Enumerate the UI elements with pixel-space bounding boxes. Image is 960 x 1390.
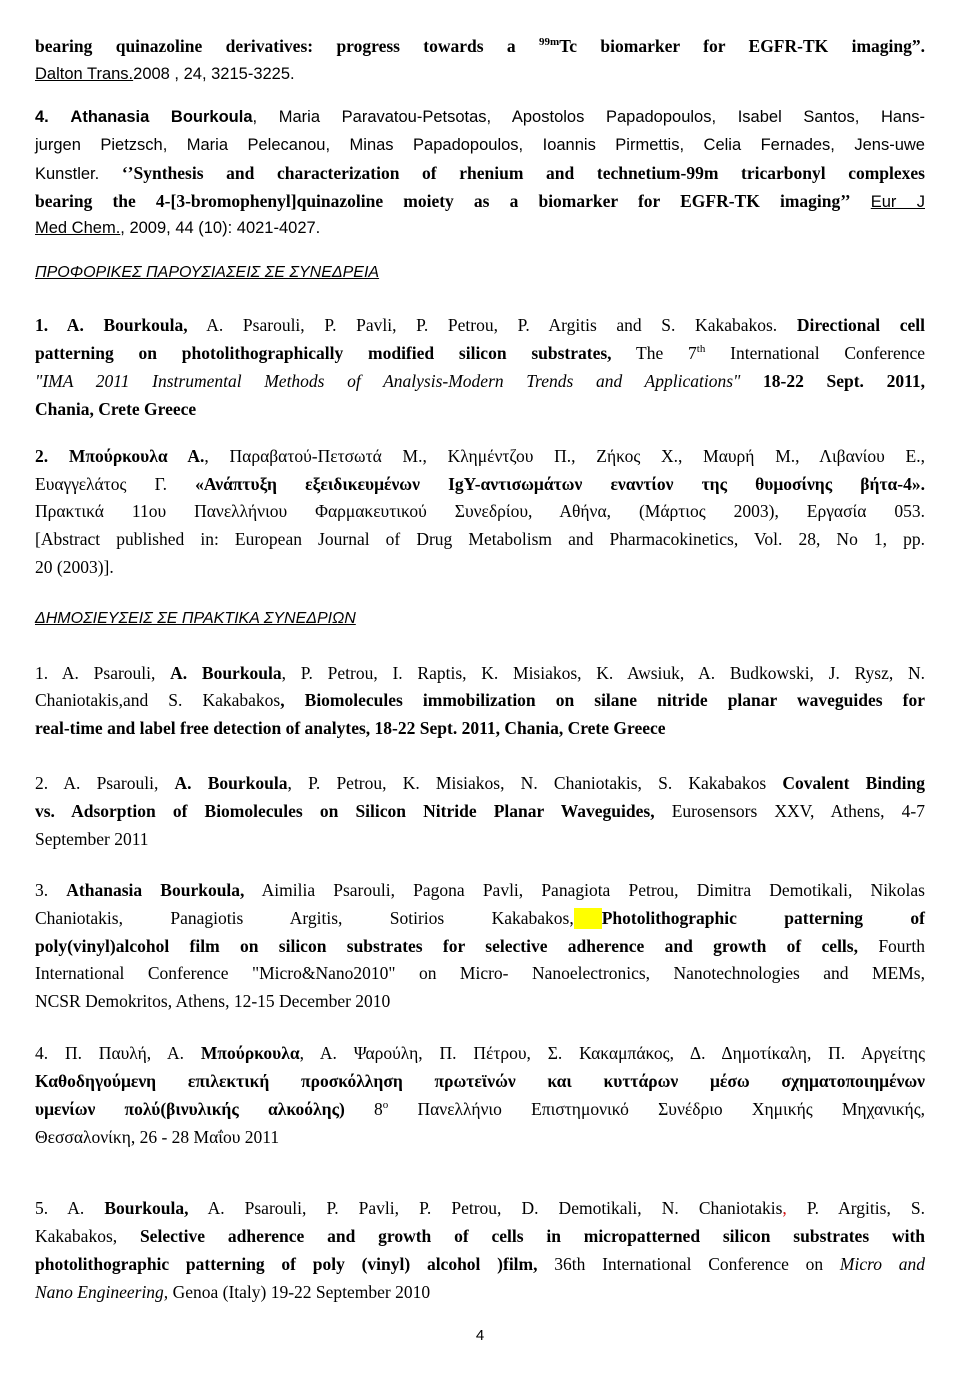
ref4-line1	[35, 108, 925, 127]
proc5-title2: photolithographic patterning of poly (vinyl) alcohol )film,	[35, 1254, 538, 1274]
ref3-line1	[35, 36, 925, 57]
proc2-conf: Eurosensors XXV, Athens, 4-7	[671, 801, 925, 821]
ref4-title: ‘’Synthesis and characterization of rhenium and technetium-99m tricarbonyl complexes	[121, 163, 925, 183]
oral2-line3	[35, 501, 925, 522]
proc3-authors2: Chaniotakis, Panagiotis Argitis, Sotirios Kakabakos,	[35, 908, 574, 928]
oral2-line5	[35, 557, 925, 578]
ref4-details: , 2009, 44 (10): 4021-4027.	[120, 219, 321, 237]
oral2-abstract: [Abstract published in: European Journal of Drug Metabolism and Pharmacokinetics, Vol. 28, No 1, pp.	[35, 529, 925, 549]
proc3-conf3: NCSR Demokritos, Athens, 12-15 December 2010	[35, 991, 391, 1011]
proc5-line2	[35, 1226, 925, 1247]
ref3-title-part2: Tc biomarker for EGFR-TK imaging”.	[559, 36, 926, 56]
ref4-author: Athanasia Bourkoula	[70, 108, 253, 126]
oral1-place: Chania, Crete Greece	[35, 399, 197, 419]
oral1-conf-name: "IMA 2011 Instrumental Methods of Analysis-Modern Trends and Applications"	[35, 371, 741, 391]
proc2-line2	[35, 801, 925, 822]
proc5-line1	[35, 1198, 925, 1219]
proc5-line3	[35, 1254, 925, 1275]
page-number: 4	[475, 1327, 485, 1344]
proc3-title: Photolithographic patterning of	[601, 908, 925, 928]
proc5-authors2: Kakabakos,	[35, 1226, 118, 1246]
oral1-authors: A. Psarouli, P. Pavli, P. Petrou, P. Argitis and S. Kakabakos.	[206, 315, 778, 335]
oral1-conf2: International Conference	[730, 343, 925, 363]
proc4-line1	[35, 1043, 925, 1064]
ref3-details: 2008 , 24, 3215-3225.	[133, 65, 295, 83]
proc1-line2	[35, 690, 925, 711]
ref4-number: 4.	[35, 108, 49, 126]
proc5-conf-italic: Micro and	[839, 1254, 926, 1274]
proc3-author: Athanasia Bourkoula,	[66, 880, 245, 900]
oral2-authors2: Ευαγγελάτος Γ.	[35, 474, 167, 494]
proc2-line3	[35, 829, 925, 850]
oral1-line2	[35, 343, 925, 364]
proc4-line2	[35, 1071, 925, 1092]
proc4-line4	[35, 1127, 925, 1148]
oral1-author: 1. A. Bourkoula,	[35, 315, 188, 335]
proc5-conf: 36th International Conference on	[554, 1254, 824, 1274]
proc4-conf: Πανελλήνιο Επιστημονικό Συνέδριο Χημικής Μηχανικής,	[417, 1099, 926, 1119]
proc4-number: 4. Π. Παυλή, Α.	[35, 1043, 185, 1063]
oral1-line4	[35, 399, 925, 420]
proc3-authors: Aimilia Psarouli, Pagona Pavli, Panagiota Petrou, Dimitra Demotikali, Nikolas	[261, 880, 925, 900]
proc2-title: Covalent Binding	[782, 773, 925, 793]
ref4-title2: bearing the 4-[3-bromophenyl]quinazoline moiety as a biomarker for EGFR-TK imaging’’	[35, 191, 851, 211]
oral1-date: 18-22 Sept. 2011,	[763, 371, 925, 391]
oral2-line4	[35, 529, 925, 550]
proc3-title2: poly(vinyl)alcohol film on silicon substrates for selective adherence and growth of cells,	[35, 936, 858, 956]
proc3-conf2: International Conference "Micro&Nano2010" on Micro- Nanoelectronics, Nanotechnologies and MEMs,	[35, 963, 925, 983]
section-heading-proceedings: ΔΗΜΟΣΙΕΥΣΕΙΣ ΣΕ ΠΡΑΚΤΙΚΑ ΣΥΝΕΔΡΙΩΝ	[35, 610, 356, 627]
ref4-line4	[35, 191, 925, 212]
proc1-author: A. Bourkoula	[170, 663, 282, 683]
proc2-date: September 2011	[35, 829, 149, 849]
oral2-line2	[35, 474, 925, 495]
proc4-sup: ο	[382, 1099, 389, 1112]
proc4-line3	[35, 1099, 925, 1120]
proc3-line2	[35, 908, 925, 929]
oral2-proceedings: Πρακτικά 11ου Πανελλήνιου Φαρμακευτικού Συνεδρίου, Αθήνα, (Μάρτιος 2003), Εργασία 053.	[35, 501, 925, 521]
proc1-authors2: Chaniotakis,and S. Kakabakos	[35, 690, 281, 710]
proc2-authors: , P. Petrou, K. Misiakos, N. Chaniotakis, S. Kakabakos	[287, 773, 767, 793]
proc4-authors: , Α. Ψαρούλη, Π. Πέτρου, Σ. Κακαμπάκος, Δ. Δημοτίκαλη, Π. Αργείτης	[299, 1043, 926, 1063]
ref4-line2	[35, 136, 925, 155]
oral2-abstract2: 20 (2003)].	[35, 557, 114, 577]
proc5-pre: 5. A.	[35, 1198, 85, 1218]
proc1-line1	[35, 663, 925, 684]
proc2-title2: vs. Adsorption of Biomolecules on Silicon Nitride Planar Waveguides,	[35, 801, 655, 821]
proc5-author: Bourkoula,	[104, 1198, 189, 1218]
ref4-authors2: jurgen Pietzsch, Maria Pelecanou, Minas Papadopoulos, Ioannis Pirmettis, Celia Fernades, Jens-uwe	[35, 136, 925, 154]
proc1-pre: 1. A. Psarouli,	[35, 663, 156, 683]
proc2-line1	[35, 773, 925, 794]
proc4-place: Θεσσαλονίκη, 26 - 28 Μαΐου 2011	[35, 1127, 280, 1147]
proc1-title2: real-time and label free detection of analytes, 18-22 Sept. 2011, Chania, Crete Greece	[35, 718, 666, 738]
proc3-line1	[35, 880, 925, 901]
oral2-author: 2. Μπούρκουλα Α.	[35, 446, 205, 466]
oral1-sup: th	[696, 343, 706, 356]
ref3-sup: 99m	[539, 36, 560, 49]
ref4-journal-link2[interactable]: Med Chem.	[35, 219, 121, 237]
ref4-line3	[35, 163, 925, 184]
proc3-number: 3.	[35, 880, 49, 900]
oral2-line1	[35, 446, 925, 467]
proc3-line5	[35, 991, 925, 1012]
proc3-line3	[35, 936, 925, 957]
proc2-author: A. Bourkoula	[174, 773, 288, 793]
ref4-journal-link[interactable]: Eur J	[870, 193, 925, 211]
proc1-line3	[35, 718, 925, 739]
oral1-line1	[35, 315, 925, 336]
proc5-red-comma: ,	[782, 1198, 787, 1218]
proc5-conf-italic2: Nano Engineering,	[35, 1282, 169, 1302]
oral2-authors: , Παραβατού-Πετσωτά Μ., Κλημέντζου Π., Ζήκος Χ., Μαυρή Μ., Λιβανίου Ε.,	[204, 446, 925, 466]
proc5-authors: A. Psarouli, P. Pavli, P. Petrou, D. Demotikali, N. Chaniotakis	[207, 1198, 783, 1218]
oral2-title: «Ανάπτυξη εξειδικευμένων IgY-αντισωμάτων εναντίον της θυμοσίνης βήτα-4».	[195, 474, 925, 494]
proc4-title: Καθοδηγούμενη επιλεκτική προσκόλληση πρωτεϊνών και κυττάρων μέσω σχηματοποιημένων	[35, 1071, 925, 1091]
proc1-title: , Biomolecules immobilization on silane nitride planar waveguides for	[280, 690, 925, 710]
proc3-conf: Fourth	[878, 936, 926, 956]
proc1-authors: , P. Petrou, I. Raptis, K. Misiakos, K. Awsiuk, A. Budkowski, J. Rysz, N.	[281, 663, 926, 683]
ref4-authors3: Kunstler.	[35, 165, 100, 183]
proc4-author: Μπούρκουλα	[200, 1043, 300, 1063]
proc2-pre: 2. A. Psarouli,	[35, 773, 159, 793]
ref4-authors: , Maria Paravatou-Petsotas, Apostolos Papadopoulos, Isabel Santos, Hans-	[252, 108, 925, 126]
proc4-title2: υμενίων πολύ(βινυλικής αλκοόλης)	[35, 1099, 345, 1119]
proc5-line4	[35, 1282, 925, 1303]
oral1-title: Directional cell	[796, 315, 925, 335]
ref3-title-part: bearing quinazoline derivatives: progress towards a	[35, 36, 516, 56]
oral1-conf: The 7	[636, 343, 697, 363]
proc4-conf-num: 8	[374, 1099, 383, 1119]
ref3-line2	[35, 65, 925, 84]
proc5-authors-b: P. Argitis, S.	[806, 1198, 925, 1218]
oral1-title2: patterning on photolithographically modified silicon substrates,	[35, 343, 612, 363]
oral1-line3	[35, 371, 925, 392]
section-heading-oral: ΠΡΟΦΟΡΙΚΕΣ ΠΑΡΟΥΣΙΑΣΕΙΣ ΣΕ ΣΥΝΕΔΡΕΙΑ	[35, 264, 380, 281]
proc3-line4	[35, 963, 925, 984]
proc5-conf2: Genoa (Italy) 19-22 September 2010	[172, 1282, 431, 1302]
ref3-journal-link[interactable]: Dalton Trans.	[35, 65, 134, 83]
ref4-line5	[35, 219, 925, 238]
proc5-title: Selective adherence and growth of cells in micropatterned silicon substrates with	[139, 1226, 925, 1246]
